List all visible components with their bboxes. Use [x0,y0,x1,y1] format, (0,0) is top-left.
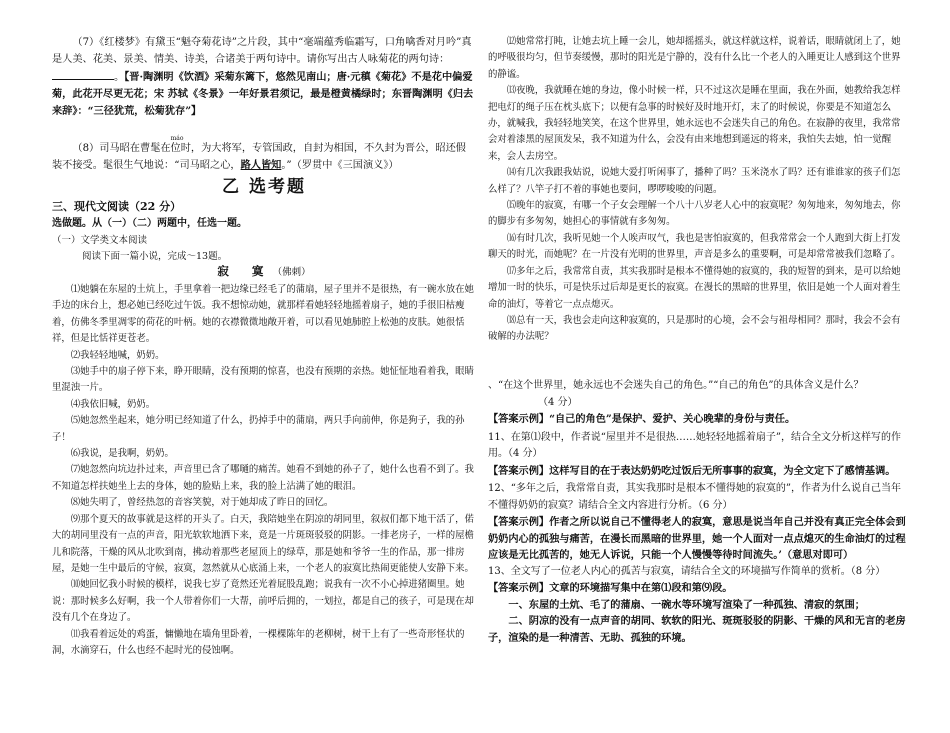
answer-blank [52,68,114,80]
question-10: 、“在这个世界里，她永远也不会迷失自己的角色。”“自己的角色”的具体含义是什么？ [488,380,864,391]
story-paragraph: ⑶她手中的扇子停下来，睁开眼睛，没有预期的惊喜，也没有预期的亲热。她怔怔地看着我，眼睛里混浊一片。 [52,366,474,394]
q7-prompt: （7）《红楼梦》有黛玉“魁夺菊花诗”之片段，其中“毫端蕴秀临霜写，口角噙香对月吟”真是人美、花美、景美、情美、诗美，合诸美于两句诗中。请你写出古人咏菊花的两句诗： [52,37,472,65]
question-7 [52,34,476,120]
q8-text-b: 在位时，为大将军，专管国政，自封为相国，不久封为晋公，昭还假装不接受。髦很生气地说：“司马昭之心， [52,143,466,171]
ruby-pinyin: máo [170,135,184,142]
q7-answer: 【晋·陶渊明《饮酒》采菊东篱下，悠然见南山；唐·元稹《菊花》不是花中偏爱菊，此花开尽更无花；宋 苏轼《冬景》一年好景君须记，最是橙黄橘绿时；东晋陶渊明《归去来辞》：“三径犹荒，松菊犹存”】 [52,71,474,117]
story-paragraph: ⑵我轻轻地喊，奶奶。 [70,349,165,361]
answer-13-heading: 【答案示例】文章的环境描写集中在第⑴段和第⑼段。 [488,582,733,594]
q8-answer: 路人皆知 [240,159,282,171]
story-paragraph: ⒀夜晚，我就睡在她的身边，像小时候一样，只不过这次是睡在里面，我在外面，她教给我怎样把电灯的绳子压在枕头底下；以便有急事的时候好及时地开灯，末了的时候说，你要是不知道怎么办，就喊我，我轻轻地笑笑，在这个世界里，她永远也不会迷失自己的角色。在寂静的夜里，我常常会对着漆黑的屋顶发呆，我不知道为什么，会没有由来地想到遥远的将来，我怕失去她，怕一觉醒来，会人去房空。 [488,85,901,162]
story-author: （佛刺） [272,267,311,278]
ruby-char: máo 髦 [150,135,184,154]
reading-instruction: 阅读下面一篇小说，完成～13题。 [82,251,228,262]
question-10-score: （4 分） [538,396,578,408]
story-paragraph: ⒄多年之后，我常常自责，其实我那时是根本不懂得她的寂寞的，我的短智的到来，是可以给她增加一时的快乐，可是快乐过后却是更长的寂寞。在漫长的黑暗的世界里，依旧是她一个人面对着生命的油灯，等着它一点点熄灭。 [488,265,901,310]
q8-text-c: 。”（罗贯中《三国演义》） [281,160,399,171]
question-8 [52,135,476,174]
story-paragraph: ⑼那个夏天的故事就是这样的开头了。白天，我陪她坐在阴凉的胡同里，叙叔们都下地干活了，偌大的胡同里没有一点的声音，阳光软软地洒下来，竟是一片斑斑驳驳的阴影。一排老房子，一样的屋檐儿和院落，干燥的风从北吹到南，拂动着那些老屋顶上的绿草，那是她和爷爷一生的作品，那一排房屋，是她一生中最后的守候，寂寞，忽然就从心底涌上来，一个老人的寂寞比热闹更能使人安静下来。 [52,513,474,574]
subsection-title: （一）文学类文本阅读 [52,235,148,246]
story-paragraph: ⑹我说，是我啊，奶奶。 [70,448,174,460]
answer-13-point-2: 二、阴凉的没有一点声音的胡同、软软的阳光、斑斑驳驳的阴影、干燥的风和无言的老房子，渲染的是一种清苦、无助、孤独的环境。 [488,615,906,644]
left-column [52,0,476,733]
story-paragraph: ⑷我依旧喊，奶奶。 [70,398,156,410]
story-paragraph: ⒁有几次我跟我姑说，说她大爱打听闲事了，播种了吗？玉米浇水了吗？还有谁谁家的孩子们怎么样了？八竿子打不着的事她也要问，啰啰唆唆的问题。 [488,167,901,195]
story-paragraph: ⑴她躺在东屋的土炕上，手里拿着一把边缘已经毛了的蒲扇，屋子里并不是很热，有一碗水放在她手边的床台上，想必她已经吃过午饭。我不想惊动她，就那样看她轻轻地摇着扇子，她的手很旧枯瘦着，仿佛冬季里凋零的荷花的叶柄。她的衣襟微微地敞开着，可以看见她肺腔上松弛的皮肤。她很恬祥，但是比恬祥更苍老。 [52,284,474,345]
q8-text-a: （8）司马昭在曹 [72,143,151,154]
story-paragraph: ⒂晚年的寂寞，有哪一个子女会理解一个八十八岁老人心中的寂寞呢？匆匆地来，匆匆地去，你的脚步有多匆匆，她担心的事情就有多匆匆。 [488,200,901,228]
story-paragraph: ⒃有时几次，我听见她一个人唉声叹气，我也是害怕寂寞的，但我常常会一个人跑到大街上打发聊天的时光，而她呢？在一片没有光明的世界里，声音是多么的重要啊，可是却常常被我们忽略了。 [488,232,901,261]
answer-11: 【答案示例】这样写目的在于表达奶奶吃过饭后无所事事的寂寞，为全文定下了感情基调。 [488,464,896,477]
story-paragraph: ⑸她忽然坐起来，她分明已经知道了什么，扔掉手中的蒲扇，两只手向前伸，你是狗子，我的孙子！ [52,415,465,443]
story-paragraph: ⑻她失明了，曾经热忽的音容笑貌，对于她却成了昨日的回忆。 [70,497,334,509]
story-header [52,263,476,281]
answer-10: 【答案示例】“自己的角色”是保护、爱护、关心晚辈的身份与责任。 [488,413,796,425]
right-column [488,0,908,733]
question-11: 11、在第⑴段中，作者说“屋里并不是很热……她轻轻地摇着扇子”，结合全文分析这样写的作用。（4 分） [488,431,901,459]
story-body-left [52,282,476,659]
story-paragraph: ⑽她回忆我小时候的模样，说我七岁了竟然还光着屁股乱跑；说我有一次不小心掉进猪圈里。她说：那时候多么好啊，我一个人带着你们一大帮，前呼后拥的，一划拉，都是自己的孩子，可是现在却没有几个在身边了。 [52,579,474,624]
question-12: 12、“多年之后，我常常自责，其实我那时是根本不懂得她的寂寞的”，作者为什么说自己当年不懂得奶奶的寂寞？请结合全文内容进行分析。（6 分） [488,483,901,511]
story-body-right [488,34,908,346]
answer-12: 【答案示例】作者之所以说自己不懂得老人的寂寞，意思是说当年自己并没有真正完全体会到奶奶内心的孤独与痛苦，在漫长而黑暗的世界里，她一个人面对一点点熄灭的生命油灯的过程应该是无比孤苦的，她无人诉说，只能一个人慢慢等待时间流失。’（意思对即可） [488,516,906,561]
story-paragraph: ⑿她常常打盹，让她去坑上睡一会儿，她却摇摇头，就这样就这样，说着话，眼睛就闭上了，她的呼吸很均匀，但节奏缓慢，那时的阳光是宁静的，没有什么比一个老人的入睡更让人感到这个世界的静谧。 [488,36,901,80]
q7-suffix: 。 [114,72,125,83]
questions-block [488,378,908,646]
story-paragraph: ⑾我看着远处的鸡蛋，慵懒地在墙角里卧着，一棵棵陈年的老柳树，树干上有了一些奇形怪状的洞，水滴穿石，什么也经不起时光的侵蚀啊。 [52,628,465,656]
story-title: 寂 寞 [217,264,264,278]
answer-13-point-1: 一、东屋的土炕、毛了的蒲扇、一碗水等环境写渲染了一种孤独、清寂的氛围； [508,598,865,611]
section-heading: 乙 选考题 [222,177,306,197]
story-paragraph: ⑺她忽然向坑边扑过来，声音里已含了哪嗵的痛苦。她看不到她的孙子了，她什么也看不到了。我不知道怎样扶她坐上去的身体，她的脸贴上来，我的脸上沾满了她的眼泪。 [52,464,474,492]
choose-instruction: 选做题。从（一）（二）两题中，任选一题。 [52,218,247,229]
story-paragraph: ⒅总有一天，我也会走向这种寂寞的，只是那时的心境，会不会与祖母相同？那时，我会不会有破解的办法呢？ [488,314,901,343]
question-13: 13、全文写了一位老人内心的孤苦与寂寞，请结合全文的环境描写作简单的赏析。（8 分） [488,565,886,577]
section-title: 三、现代文阅读（22 分） [52,200,182,213]
